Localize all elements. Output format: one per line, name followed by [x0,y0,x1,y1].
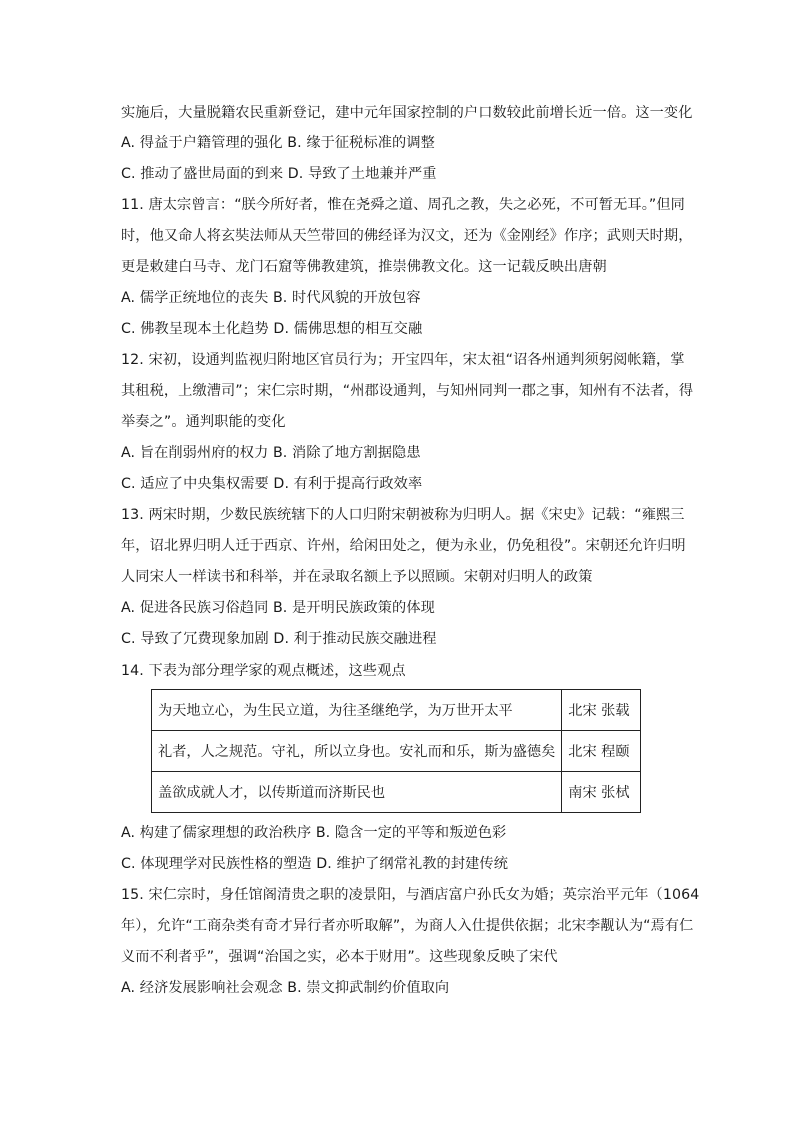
table-cell-quote: 礼者，人之规范。守礼，所以立身也。安礼而和乐，斯为盛德矣 [152,731,562,772]
text-line: 人同宋人一样读书和科举，并在录取名额上予以照顾。宋朝对归明人的政策 [121,569,593,585]
text-line: 年，诏北界归明人迁于西京、许州，给闲田处之，便为永业，仍免租役”。宋朝还允许归明 [121,538,686,554]
table-row [152,731,641,772]
option-line: C. 体现理学对民族性格的塑造 D. 维护了纲常礼教的封建传统 [121,856,508,872]
question-13: 13. 两宋时期，少数民族统辖下的人口归附宋朝被称为归明人。据《宋史》记载：“雍熙三 [121,507,685,523]
text-line: 举奏之”。通判职能的变化 [121,414,286,430]
table-cell-author: 北宋 张载 [562,690,641,731]
text-line: 年），允许“工商杂类有奇才异行者亦听取解”，为商人入仕提供依据；北宋李觏认为“焉有仁 [121,918,694,934]
option-line: C. 佛教呈现本土化趋势 D. 儒佛思想的相互交融 [121,321,423,337]
option-line: C. 导致了冗费现象加剧 D. 利于推动民族交融进程 [121,631,437,647]
option-line: A. 经济发展影响社会观念 B. 崇文抑武制约价值取向 [121,980,450,996]
option-line: C. 适应了中央集权需要 D. 有利于提高行政效率 [121,476,423,492]
option-line: A. 得益于户籍管理的强化 B. 缘于征税标准的调整 [121,135,435,151]
table-cell-quote: 为天地立心，为生民立道，为往圣继绝学，为万世开太平 [152,690,562,731]
text-line: 义而不利者乎”，强调“治国之实，必本于财用”。这些现象反映了宋代 [121,949,558,965]
scholar-table [151,689,641,813]
table-row [152,690,641,731]
option-line: A. 旨在削弱州府的权力 B. 消除了地方割据隐患 [121,445,421,461]
option-line: A. 儒学正统地位的丧失 B. 时代风貌的开放包容 [121,290,421,306]
text-line: 实施后，大量脱籍农民重新登记，建中元年国家控制的户口数较此前增长近一倍。这一变化 [121,105,693,121]
question-14: 14. 下表为部分理学家的观点概述，这些观点 [121,663,406,679]
question-11: 11. 唐太宗曾言：“朕今所好者，惟在尧舜之道、周孔之教，失之必死，不可暂无耳。”但同 [121,197,685,213]
question-12: 12. 宋初，设通判监视归附地区官员行为；开宝四年，宋太祖“诏各州通判须躬阅帐籍，掌 [121,352,685,368]
table-cell-author: 北宋 程颐 [562,731,641,772]
text-line: 其租税，上缴漕司”；宋仁宗时期，“州郡设通判，与知州同判一郡之事，知州有不法者，得 [121,383,694,399]
question-15: 15. 宋仁宗时，身任馆阁清贵之职的凌景阳，与酒店富户孙氏女为婚；英宗治平元年（1064 [121,887,700,903]
option-line: C. 推动了盛世局面的到来 D. 导致了土地兼并严重 [121,166,437,182]
option-line: A. 构建了儒家理想的政治秩序 B. 隐含一定的平等和叛逆色彩 [121,825,507,841]
option-line: A. 促进各民族习俗趋同 B. 是开明民族政策的体现 [121,600,435,616]
table-cell-author: 南宋 张栻 [562,772,641,813]
text-line: 时，他又命人将玄奘法师从天竺带回的佛经译为汉文，还为《金刚经》作序；武则天时期， [121,228,693,244]
text-line: 更是敕建白马寺、龙门石窟等佛教建筑，推崇佛教文化。这一记载反映出唐朝 [121,259,607,275]
table-row [152,772,641,813]
table-cell-quote: 盖欲成就人才，以传斯道而济斯民也 [152,772,562,813]
